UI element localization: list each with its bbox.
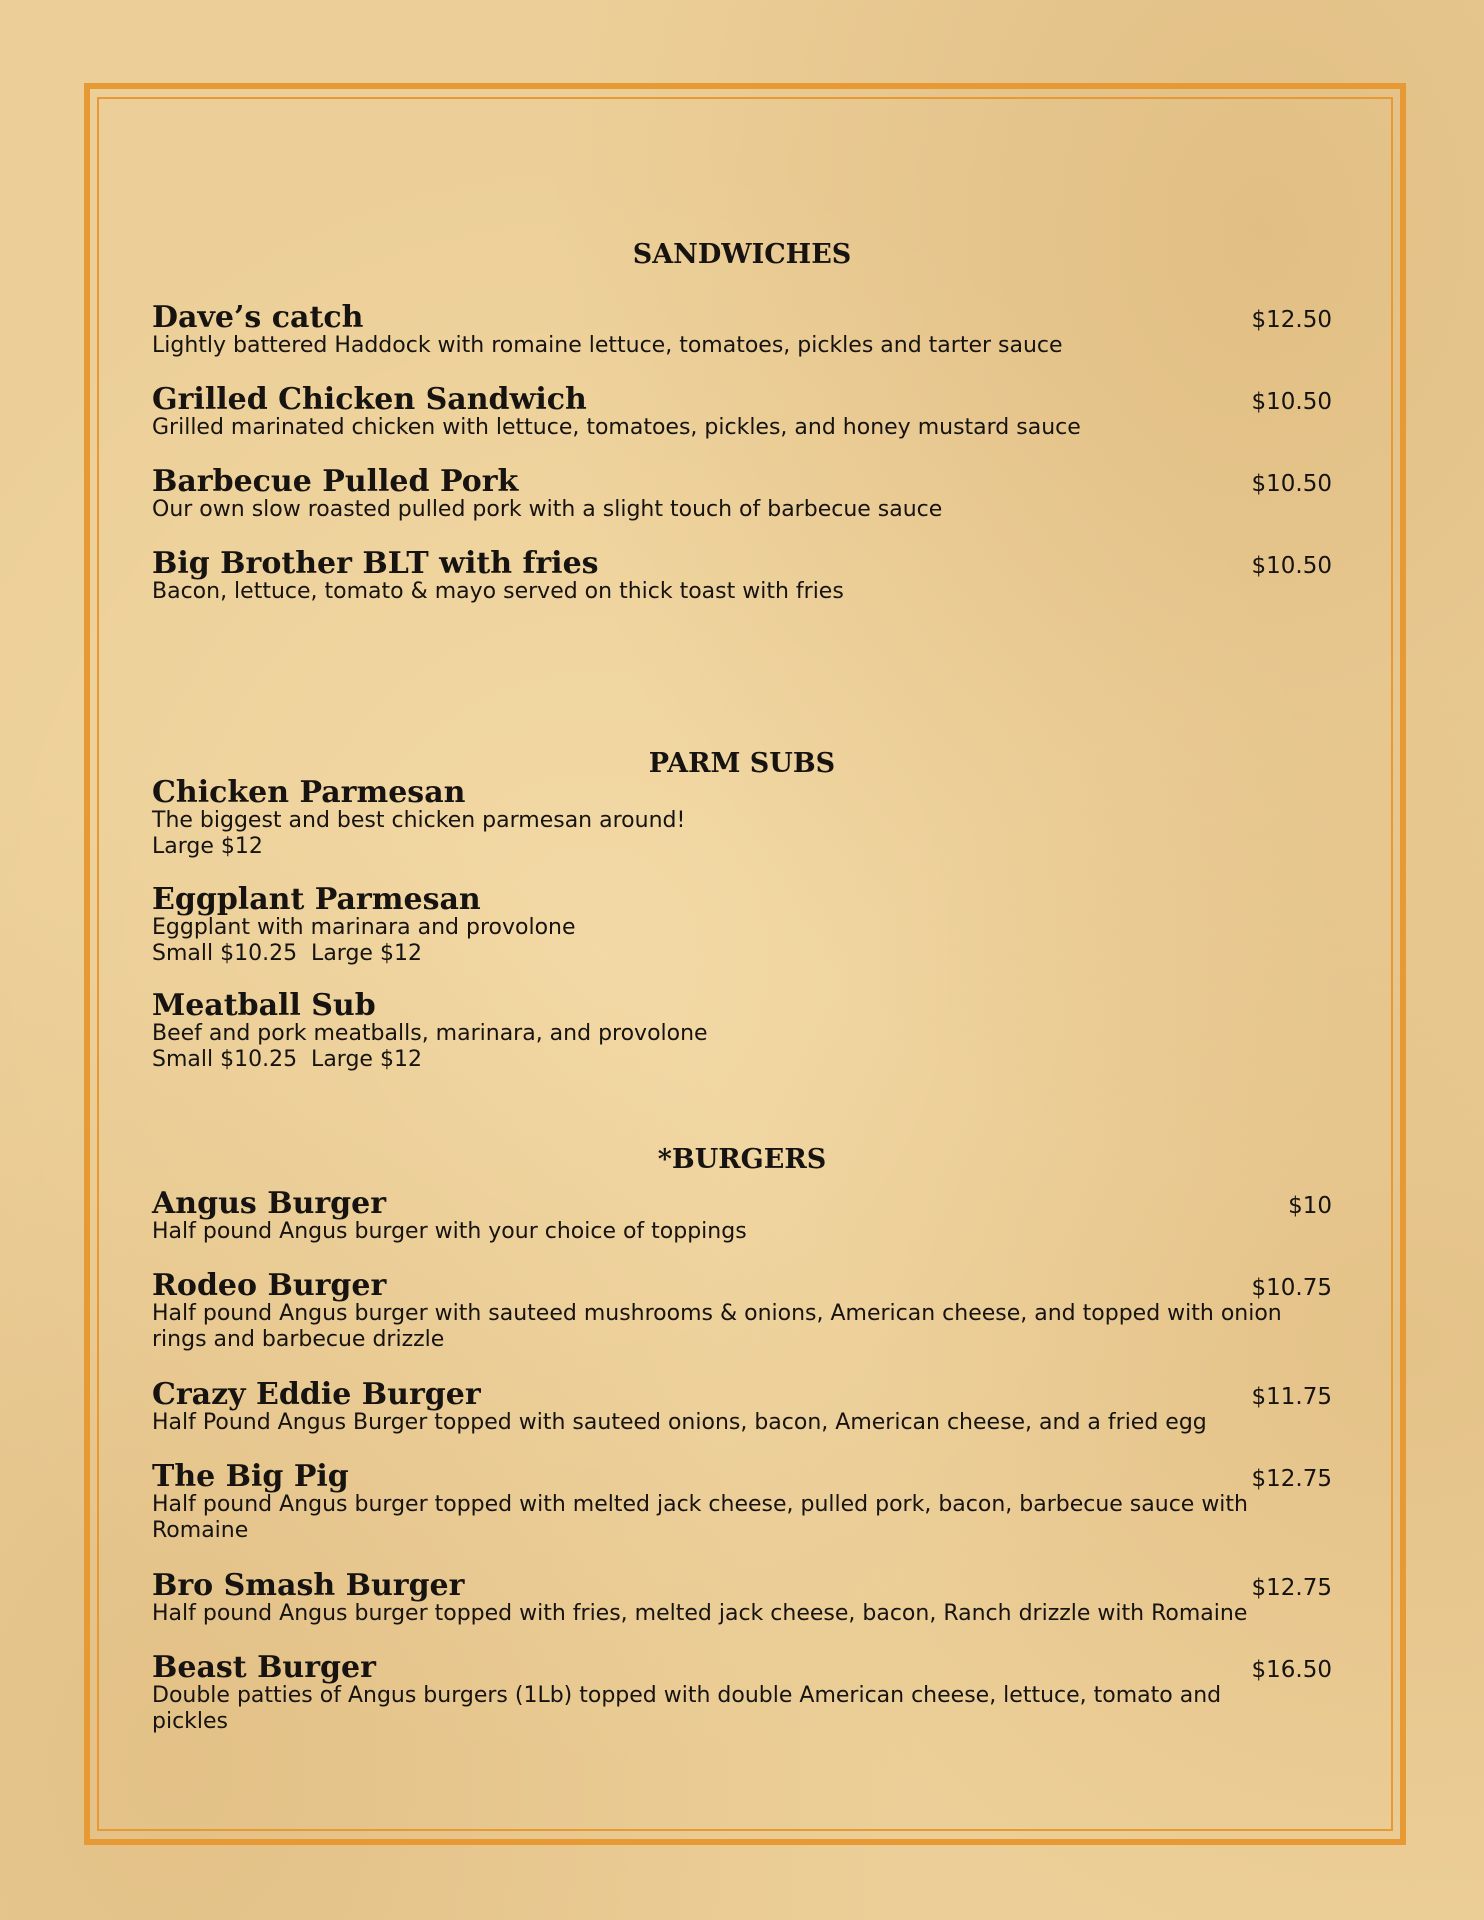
menu-item [152,1377,1332,1436]
item-name: Eggplant Parmesan [152,882,481,917]
item-price: $10.50 [1251,553,1332,579]
item-name: Angus Burger [152,1186,387,1221]
menu-item [152,464,1332,523]
item-price: $12.50 [1251,307,1332,333]
item-description: Grilled marinated chicken with lettuce, tomatoes, pickles, and honey mustard sauce [152,415,1081,440]
item-name: Grilled Chicken Sandwich [152,382,587,417]
item-price: $12.75 [1251,1575,1332,1601]
item-name: Chicken Parmesan [152,775,466,810]
section-title-burgers: *BURGERS [657,1144,827,1175]
item-price: $10.50 [1251,389,1332,415]
item-description: Half pound Angus burger topped with fries, melted jack cheese, bacon, Ranch drizzle with Romaine [152,1601,1248,1626]
item-description: Half pound Angus burger with your choice of toppings [152,1219,747,1244]
item-description: Half pound Angus burger topped with melted jack cheese, pulled pork, bacon, barbecue sauce with Romaine [152,1492,1248,1543]
item-name: Barbecue Pulled Pork [152,464,519,499]
item-name: Crazy Eddie Burger [152,1377,481,1412]
menu-item [152,382,1332,441]
item-description: Double patties of Angus burgers (1Lb) topped with double American cheese, lettuce, tomato and pickles [152,1683,1222,1734]
menu-item [152,1186,1332,1245]
menu-item [152,775,1332,860]
item-description: Beef and pork meatballs, marinara, and provolone [152,1021,708,1046]
item-sizes: Small $10.25 Large $12 [152,941,422,966]
item-sizes: Large $12 [152,834,263,859]
item-description: Half Pound Angus Burger topped with sauteed onions, bacon, American cheese, and a fried egg [152,1410,1207,1435]
item-description: The biggest and best chicken parmesan around! [152,808,686,833]
item-price: $12.75 [1251,1466,1332,1492]
item-price: $10.75 [1251,1275,1332,1301]
item-name: Bro Smash Burger [152,1568,465,1603]
menu-item [152,1650,1332,1735]
item-price: $10 [1288,1193,1332,1219]
section-title-sandwiches: SANDWICHES [632,239,852,270]
menu-item [152,300,1332,359]
item-sizes: Small $10.25 Large $12 [152,1047,422,1072]
item-name: Meatball Sub [152,988,376,1023]
menu-item [152,1268,1332,1353]
item-name: Beast Burger [152,1650,376,1685]
menu-item [152,988,1332,1073]
item-name: Big Brother BLT with fries [152,546,599,581]
item-name: Rodeo Burger [152,1268,387,1303]
section-title-parm-subs: PARM SUBS [648,748,836,779]
item-price: $11.75 [1251,1384,1332,1410]
menu-item [152,882,1332,967]
item-name: Dave’s catch [152,300,364,335]
item-description: Eggplant with marinara and provolone [152,915,576,940]
menu-item [152,1568,1332,1627]
item-price: $16.50 [1251,1657,1332,1683]
item-description: Our own slow roasted pulled pork with a slight touch of barbecue sauce [152,497,943,522]
item-description: Bacon, lettuce, tomato & mayo served on thick toast with fries [152,579,844,604]
item-price: $10.50 [1251,471,1332,497]
item-name: The Big Pig [152,1459,349,1494]
item-description: Lightly battered Haddock with romaine lettuce, tomatoes, pickles and tarter sauce [152,333,1063,358]
menu-item [152,546,1332,605]
item-description: Half pound Angus burger with sauteed mushrooms & onions, American cheese, and topped with onion rings and barbecue drizzle [152,1301,1282,1352]
menu-item [152,1459,1332,1544]
